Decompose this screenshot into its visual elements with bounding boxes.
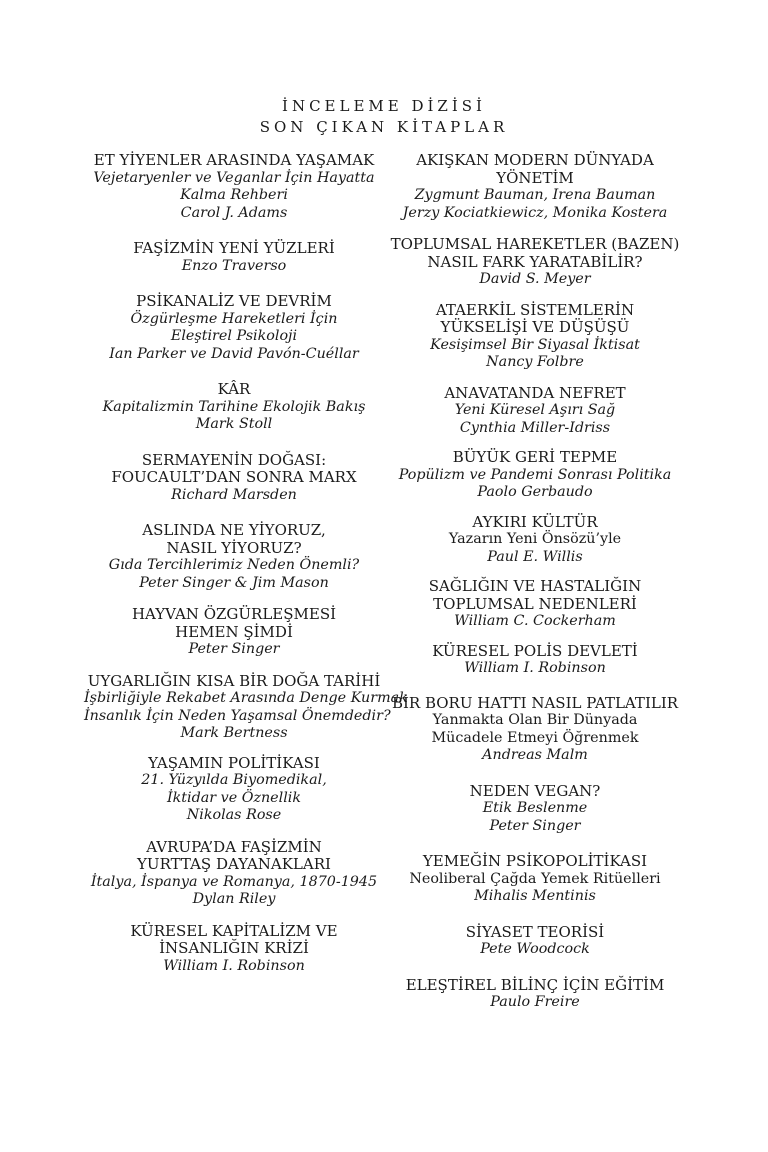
book-title: YEMEĞİN PSİKOPOLİTİKASI (422, 852, 648, 870)
book-title: NEDEN VEGAN? (469, 781, 601, 800)
book-subtitle: Kesişimsel Bir Siyasal İktisat (430, 336, 640, 353)
book-title: FOUCAULT’DAN SONRA MARX (111, 468, 357, 486)
book-title: ET YİYENLER ARASINDA YAŞAMAK (93, 151, 375, 169)
book-title: FAŞİZMİN YENİ YÜZLERİ (133, 239, 335, 257)
book-subtitle: Gıda Tercihlerimiz Neden Önemli? (108, 557, 360, 573)
book-entry (84, 671, 408, 743)
book-entry (84, 381, 384, 434)
book-title: UYGARLIĞIN KISA BİR DOĞA TARİHİ (87, 671, 381, 690)
book-subtitle: Etik Beslenme (482, 800, 588, 816)
book-entry (385, 152, 685, 222)
book-title: SERMAYENİN DOĞASI: (141, 450, 327, 469)
book-title: İNSANLIĞIN KRİZİ (159, 939, 309, 957)
book-entry (385, 514, 685, 567)
series-subtitle: SON ÇIKAN KİTAPLAR (259, 118, 509, 136)
book-title: KÜRESEL KAPİTALİZM VE (130, 921, 338, 940)
book-author: Peter Singer & Jim Mason (139, 574, 329, 591)
book-title: NASIL YİYORUZ? (166, 538, 302, 557)
book-author: Peter Singer (188, 641, 280, 657)
book-title: TOPLUMSAL NEDENLERİ (433, 594, 637, 613)
book-entry (84, 240, 384, 275)
book-entry (385, 695, 685, 765)
book-title: AVRUPA’DA FAŞİZMİN (146, 837, 322, 856)
book-entry (385, 578, 685, 631)
book-title: ATAERKİL SİSTEMLERİN (435, 300, 635, 319)
book-entry (84, 839, 384, 909)
book-author: William I. Robinson (464, 660, 606, 676)
book-subtitle: Neoliberal Çağda Yemek Ritüelleri (409, 870, 661, 887)
book-title: HAYVAN ÖZGÜRLEŞMESİ (131, 605, 337, 623)
book-entry (385, 977, 685, 1012)
left-book-column (84, 151, 408, 975)
book-subtitle: Kalma Rehberi (180, 187, 288, 203)
book-entry (385, 302, 685, 372)
book-title: BÜYÜK GERİ TEPME (452, 448, 618, 466)
book-entry (84, 152, 384, 222)
book-entry (385, 236, 685, 289)
book-entry (385, 853, 685, 906)
book-title: YÖNETİM (496, 168, 574, 187)
book-entry (84, 755, 384, 825)
series-header (0, 96, 768, 138)
book-subtitle: İtalya, İspanya ve Romanya, 1870-1945 (90, 873, 378, 890)
book-author: Mihalis Mentinis (474, 888, 596, 904)
book-author: Mark Bertness (180, 725, 288, 741)
book-subtitle: Yanmakta Olan Bir Dünyada (432, 712, 638, 728)
book-author: Peter Singer (489, 817, 581, 834)
book-title: YÜKSELİŞİ VE DÜŞÜŞÜ (440, 318, 630, 336)
book-author: Andreas Malm (482, 747, 588, 763)
book-author: Paulo Freire (490, 994, 580, 1010)
book-entry (84, 452, 384, 505)
book-entry (385, 385, 685, 438)
book-entry (84, 606, 384, 659)
book-title: HEMEN ŞİMDİ (175, 622, 293, 641)
book-author: Enzo Traverso (181, 257, 287, 274)
book-subtitle: İktidar ve Öznellik (166, 789, 302, 806)
book-title: SAĞLIĞIN VE HASTALIĞIN (428, 577, 642, 595)
book-subtitle: 21. Yüzyılda Biyomedikal, (141, 772, 327, 788)
book-author: David S. Meyer (479, 271, 591, 287)
book-entry (385, 449, 685, 502)
book-title: SİYASET TEORİSİ (465, 922, 605, 941)
book-entry (84, 293, 384, 363)
book-title: ANAVATANDA NEFRET (444, 383, 626, 402)
book-author: William I. Robinson (163, 957, 305, 974)
book-title: AKIŞKAN MODERN DÜNYADA (416, 151, 654, 169)
book-title: YAŞAMIN POLİTİKASI (148, 753, 320, 772)
book-subtitle: Kapitalizmin Tarihine Ekolojik Bakış (102, 398, 366, 415)
right-book-column (385, 152, 685, 1012)
book-title: BİR BORU HATTI NASIL PATLATILIR (391, 693, 679, 712)
book-author: Nancy Folbre (486, 354, 584, 370)
book-subtitle: Popülizm ve Pandemi Sonrası Politika (398, 466, 672, 483)
book-title: TOPLUMSAL HAREKETLER (BAZEN) (390, 235, 680, 253)
book-author: Carol J. Adams (180, 204, 288, 221)
book-title: KÂR (217, 380, 251, 398)
book-subtitle: İşbirliğiyle Rekabet Arasında Denge Kurmak (84, 690, 408, 706)
book-subtitle: İnsanlık İçin Neden Yaşamsal Önemdedir? (84, 707, 391, 724)
book-entry (385, 924, 685, 959)
book-author: Dylan Riley (192, 891, 276, 907)
book-title: AYKIRI KÜLTÜR (472, 512, 598, 531)
book-title: KÜRESEL POLİS DEVLETİ (432, 641, 638, 660)
book-title: ASLINDA NE YİYORUZ, (142, 521, 326, 539)
book-author: Paul E. Willis (487, 548, 583, 565)
book-subtitle: Mücadele Etmeyi Öğrenmek (431, 729, 639, 746)
book-author: Mark Stoll (195, 416, 273, 432)
book-author: Nikolas Rose (186, 807, 282, 823)
book-subtitle: Vejetaryenler ve Veganlar İçin Hayatta (93, 169, 375, 186)
book-entry (84, 923, 384, 976)
book-entry (385, 783, 685, 836)
book-subtitle: Eleştirel Psikoloji (170, 328, 298, 344)
book-author: Ian Parker ve David Pavón-Cuéllar (109, 345, 359, 362)
book-author: Richard Marsden (171, 486, 297, 503)
book-author: Paolo Gerbaudo (477, 484, 593, 500)
series-name: İNCELEME DİZİSİ (282, 97, 486, 115)
book-subtitle: Yeni Küresel Aşırı Sağ (454, 402, 616, 418)
book-title: YURTTAŞ DAYANAKLARI (137, 855, 331, 873)
book-author: Jerzy Kociatkiewicz, Monika Kostera (402, 204, 668, 221)
book-subtitle: Özgürleşme Hareketleri İçin (130, 310, 338, 327)
book-author: Pete Woodcock (480, 941, 590, 957)
book-entry (385, 643, 685, 678)
book-author: Zygmunt Bauman, Irena Bauman (414, 187, 656, 203)
book-title: NASIL FARK YARATABİLİR? (427, 252, 643, 271)
book-title: ELEŞTİREL BİLİNÇ İÇİN EĞİTİM (405, 975, 665, 994)
book-author: Cynthia Miller-Idriss (459, 419, 611, 436)
book-subtitle: Yazarın Yeni Önsözü’yle (448, 531, 622, 547)
book-title: PSİKANALİZ VE DEVRİM (136, 292, 332, 310)
book-author: William C. Cockerham (454, 613, 616, 629)
book-entry (84, 522, 384, 592)
